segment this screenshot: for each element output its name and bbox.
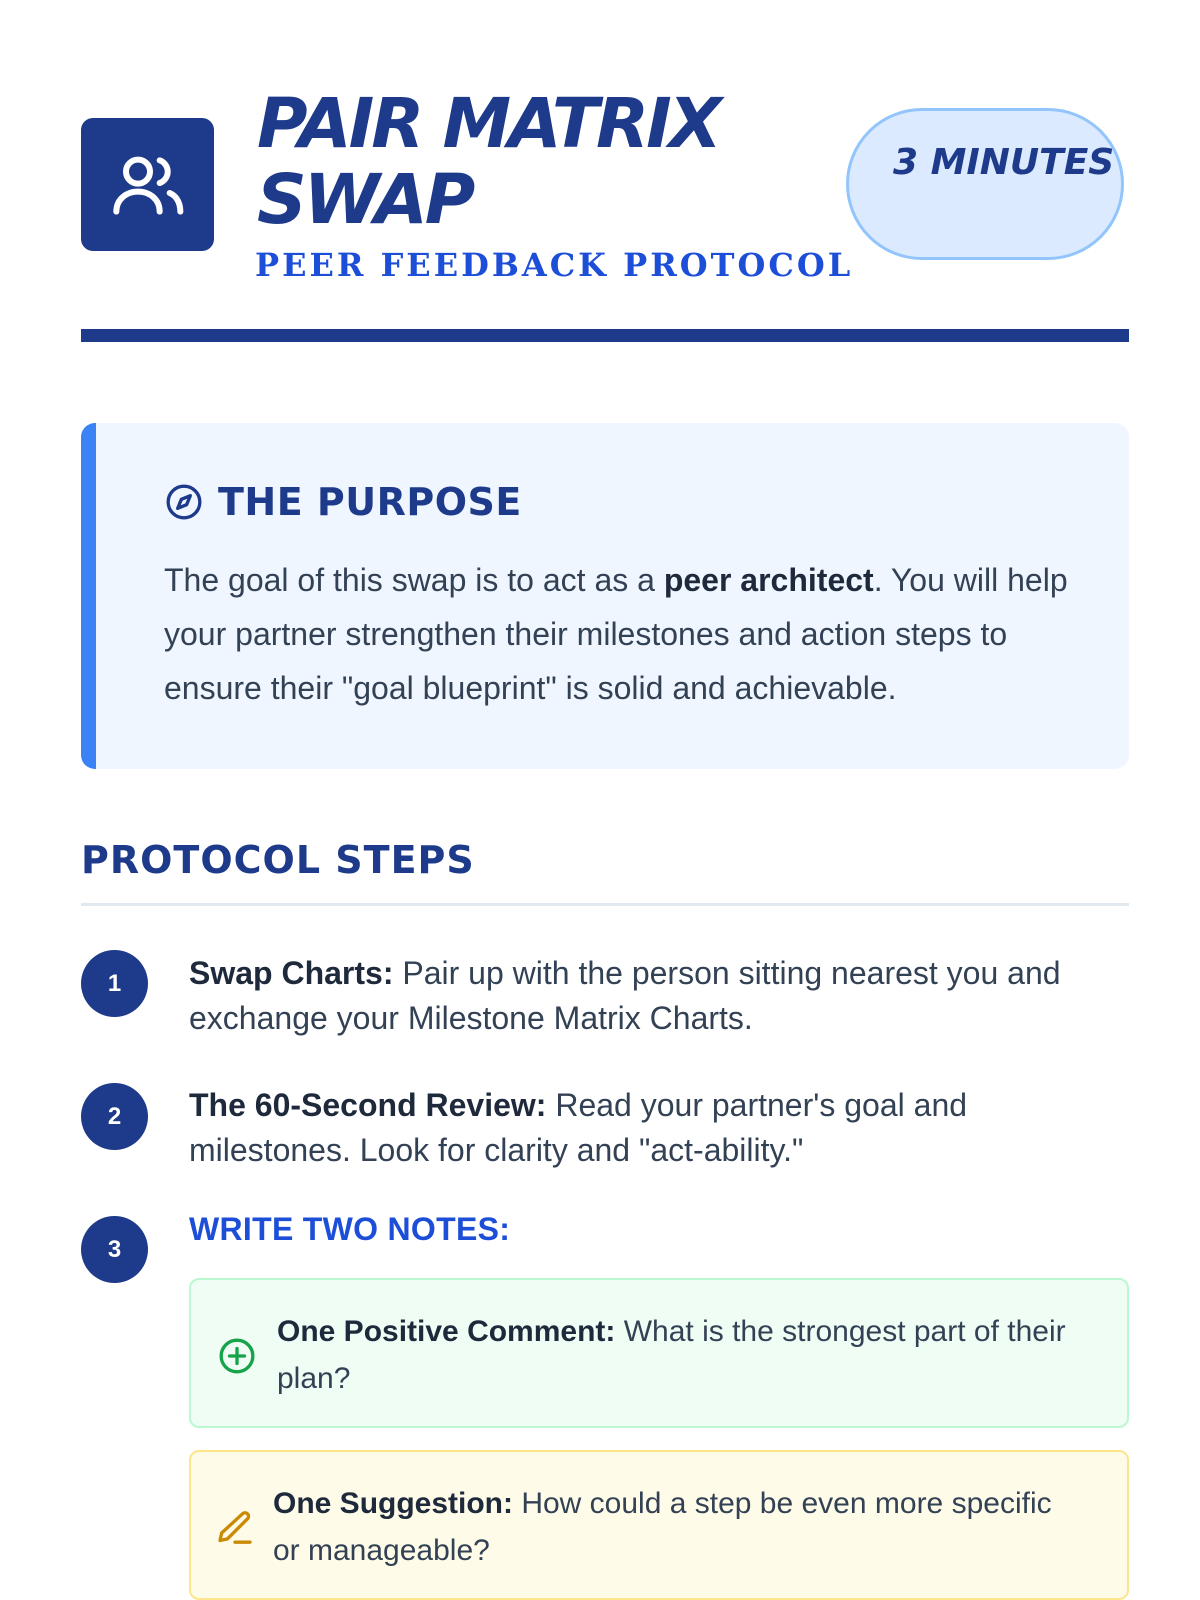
purpose-text (164, 553, 1094, 715)
purpose-text-emphasis: peer architect (663, 562, 874, 598)
step-number-1: 1 (81, 950, 148, 1017)
suggestion-label: One Suggestion: (273, 1487, 513, 1520)
positive-comment-description: What is the strongest part of their plan? (277, 1315, 1066, 1395)
purpose-heading (164, 480, 522, 524)
page-title: PAIR MATRIX SWAP (257, 84, 719, 240)
suggestion-description: How could a step be even more specific or manageable? (273, 1487, 1052, 1567)
users-icon (108, 145, 188, 225)
protocol-divider (81, 903, 1129, 906)
suggestion-note (189, 1450, 1129, 1600)
purpose-card (81, 423, 1129, 769)
purpose-text-start: The goal of this swap is to act as a (164, 562, 664, 598)
step-2-label: The 60-Second Review: (189, 1087, 547, 1123)
step-1-label: Swap Charts: (189, 955, 394, 991)
positive-comment-text (277, 1308, 1087, 1402)
positive-comment-note (189, 1278, 1129, 1428)
page-subtitle: PEER FEEDBACK PROTOCOL (255, 246, 854, 284)
purpose-title: THE PURPOSE (218, 480, 522, 524)
step-3-label: WRITE TWO NOTES: (189, 1211, 511, 1247)
purpose-text-end: . You will help your partner strengthen their milestones and action steps to ensure their "goal blueprint" is solid and achievable. (164, 562, 1068, 706)
protocol-steps-title: PROTOCOL STEPS (81, 838, 475, 882)
positive-comment-label: One Positive Comment: (277, 1315, 616, 1348)
page (81, 0, 1129, 1600)
step-2-text (189, 1083, 1129, 1173)
suggestion-text (273, 1480, 1083, 1574)
duration-badge: 3 MINUTES (846, 108, 1124, 260)
step-1-text (189, 951, 1129, 1041)
compass-icon (164, 482, 204, 522)
step-number-2: 2 (81, 1083, 148, 1150)
logo-badge (81, 118, 214, 251)
step-2-description: Read your partner's goal and milestones. Look for clarity and "act-ability." (189, 1087, 968, 1168)
pencil-icon (215, 1508, 255, 1548)
step-1-description: Pair up with the person sitting nearest you and exchange your Milestone Matrix Charts. (189, 955, 1061, 1036)
header-divider (81, 329, 1129, 342)
step-number-3: 3 (81, 1216, 148, 1283)
plus-circle-icon (217, 1336, 257, 1376)
